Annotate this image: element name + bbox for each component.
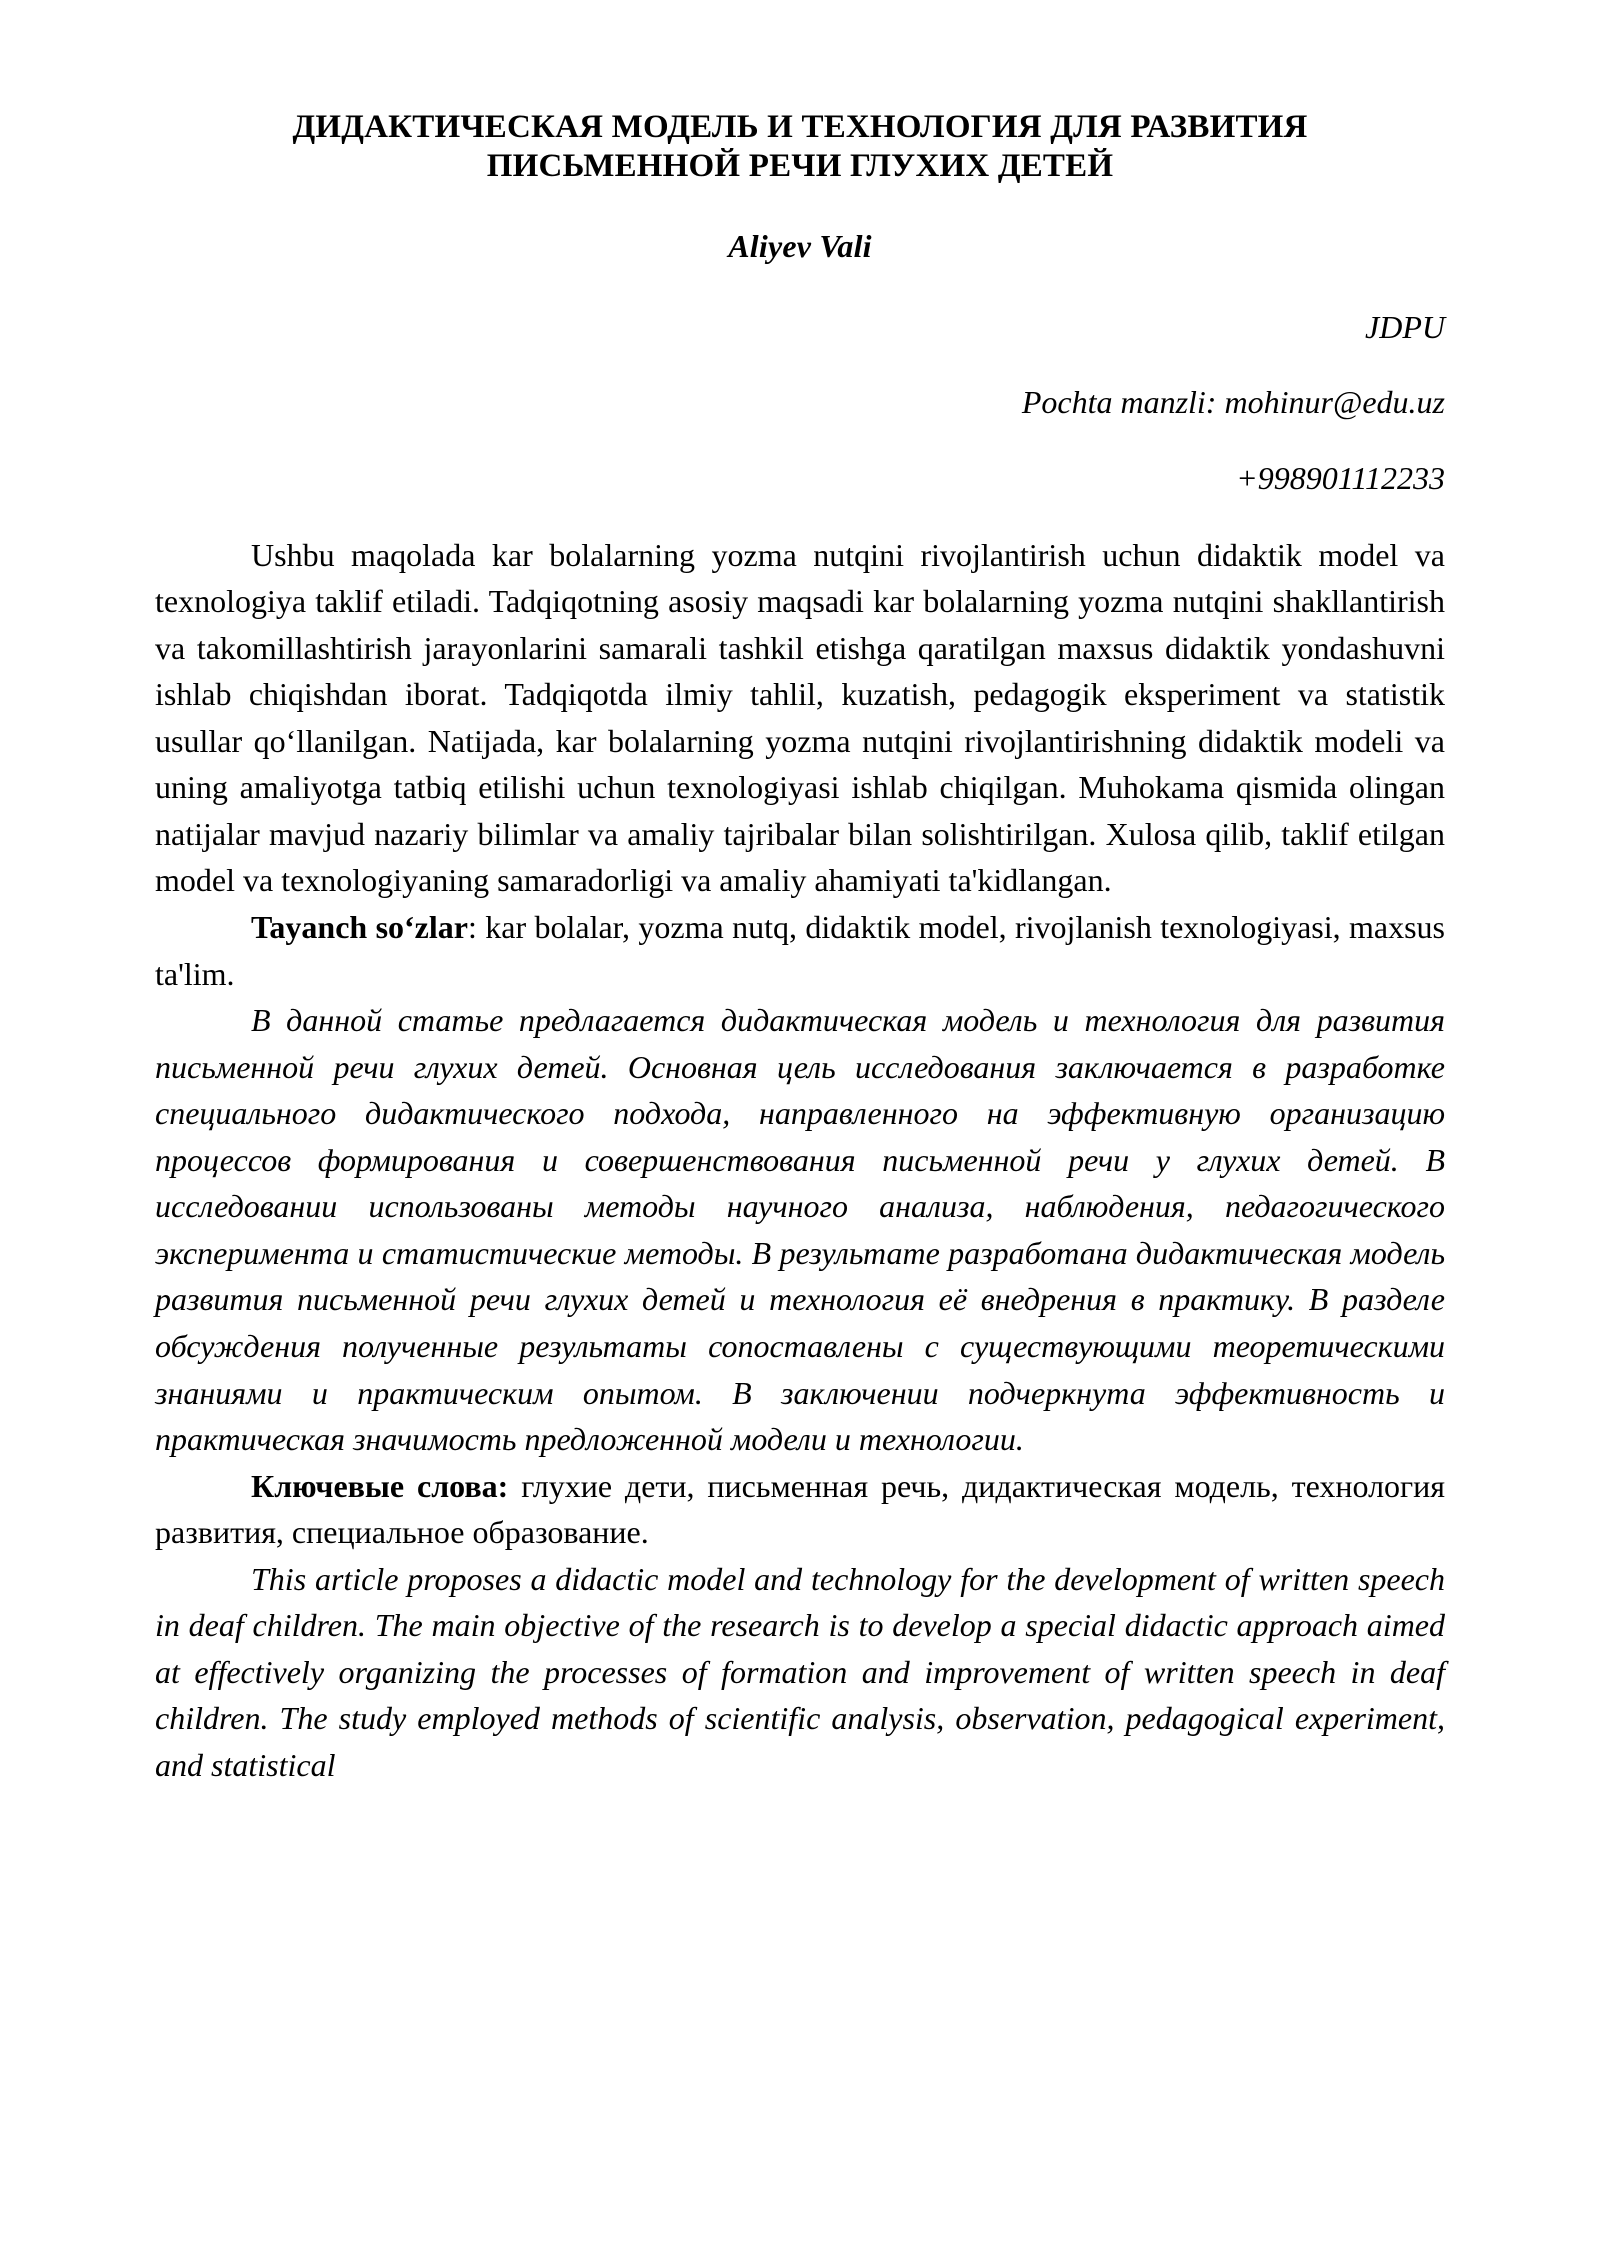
- page-title: [200, 100, 1400, 186]
- keywords-russian-label: Ключевые слова:: [251, 1467, 509, 1504]
- abstract-russian: В данной статье предлагается дидактическая модель и технология для развития письменной речи глухих детей. Основная цель исследования заключается в разработке специального дидактического подхода, направленного на эффективную организацию процессов формирования и совершенствования письменной речи у глухих детей. В исследовании использованы методы научного анализа, наблюдения, педагогического эксперимента и статистические методы. В результате разработана дидактическая модель развития письменной речи глухих детей и технология её внедрения в практику. В разделе обсуждения полученные результаты сопоставлены с существующими теоретическими знаниями и практическим опытом. В заключении подчеркнута эффективность и практическая значимость предложенной модели и технологии.: [155, 1002, 1445, 1458]
- author-name: Aliyev Vali: [728, 227, 872, 264]
- affiliation: JDPU: [1365, 308, 1445, 345]
- keywords-russian-text: глухие дети, письменная речь, дидактическая модель, технология развития, специальное образование.: [155, 1467, 1445, 1551]
- keywords-uzbek-text: : kar bolalar, yozma nutq, didaktik model, rivojlanish texnologiyasi, maxsus ta'lim.: [155, 909, 1446, 992]
- title-line-2: ПИСЬМЕННОЙ РЕЧИ ГЛУХИХ ДЕТЕЙ: [486, 147, 1114, 184]
- phone-number: +998901112233: [1236, 460, 1445, 497]
- keywords-uzbek: [155, 904, 1445, 997]
- keywords-uzbek-label: Tayanch so‘zlar: [251, 909, 468, 946]
- author-contact-block: [155, 308, 1445, 497]
- abstract-english: This article proposes a didactic model and technology for the development of written speech in deaf children. The main objective of the research is to develop a special didactic approach aimed at effectively organizing the processes of formation and improvement of written speech in deaf children. The study employed methods of scientific analysis, observation, pedagogical experiment, and statistical: [155, 1560, 1445, 1783]
- keywords-russian: [155, 1463, 1445, 1556]
- email-line: Pochta manzli: mohinur@edu.uz: [1021, 384, 1445, 421]
- title-line-1: ДИДАКТИЧЕСКАЯ МОДЕЛЬ И ТЕХНОЛОГИЯ ДЛЯ РАЗВИТИЯ: [292, 109, 1308, 145]
- abstract-uzbek: Ushbu maqolada kar bolalarning yozma nutqini rivojlantirish uchun didaktik model va texnologiya taklif etiladi. Tadqiqotning asosiy maqsadi kar bolalarning yozma nutqini shakllantirish va takomillashtirish jarayonlarini samarali tashkil etishga qaratilgan maxsus didaktik yondashuvni ishlab chiqishdan iborat. Tadqiqotda ilmiy tahlil, kuzatish, pedagogik eksperiment va statistik usullar qo‘llanilgan. Natijada, kar bolalarning yozma nutqini rivojlantirishning didaktik modeli va uning amaliyotga tatbiq etilishi uchun texnologiyasi ishlab chiqilgan. Muhokama qismida olingan natijalar mavjud nazariy bilimlar va amaliy tajribalar bilan solishtirilgan. Xulosa qilib, taklif etilgan model va texnologiyaning samaradorligi va amaliy ahamiyati ta'kidlangan.: [155, 536, 1445, 899]
